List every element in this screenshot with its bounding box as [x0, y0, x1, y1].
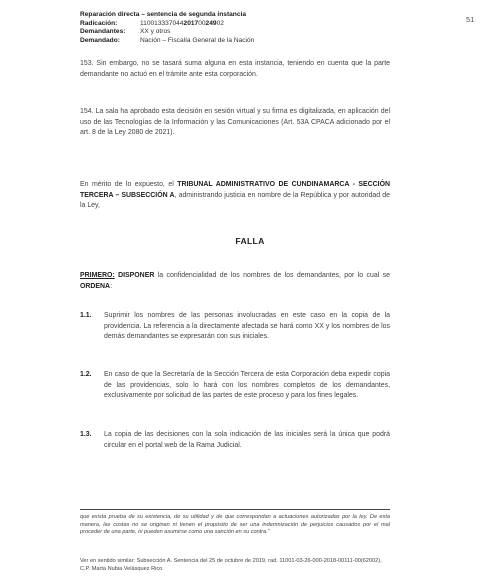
- merito-closing: , administrando justicia en nombre de la República y por autoridad de la Ley,: [80, 191, 390, 210]
- radicacion-part: 02: [216, 19, 224, 27]
- radicacion-year: 2017: [183, 19, 199, 27]
- paragraph-154: 154. La sala ha aprobado esta decisión en sesión virtual y su firma es digitalizada, en aplicación del uso de las Tecnologías de la Información y las Comunicaciones (Art. 53A CPACA adicionado por el art. 8 de la Ley 2080 de 2021).: [80, 108, 390, 137]
- header-title: Reparación directa – sentencia de segunda instancia: [80, 11, 247, 18]
- page-number: 51: [466, 15, 475, 24]
- footnote-reference: Ver en sentido similar: Subsección A. Sentencia del 25 de octubre de 2019, rad. 11001-03-26-000-2018-00111-00(62002), C.P. Marta Nubia Velásquez Rico.: [80, 558, 382, 572]
- demandado-value: Nación – Fiscalía General de la Nación: [140, 36, 255, 44]
- paragraph-merito: [80, 180, 390, 212]
- item-text: En caso de que la Secretaría de la Sección Tercera de esta Corporación deba expedir copia de las providencias, solo lo hará con los nombres completos de los demandantes, exclusivamente por solicitud de las partes de este proceso y para los fines legales.: [104, 371, 390, 400]
- tribunal-name: TRIBUNAL ADMINISTRATIVO DE CUNDINAMARCA - SECCIÓN TERCERA – SUBSECCIÓN A: [80, 181, 390, 199]
- header-demandado: [80, 37, 410, 46]
- primero-verb: DISPONER: [118, 272, 155, 279]
- primero-label: PRIMERO:: [80, 272, 115, 279]
- header-radicacion: [80, 20, 410, 29]
- demandantes-label: Demandantes:: [80, 28, 126, 36]
- primero-paragraph: [80, 271, 390, 292]
- footnote-divider: [80, 509, 390, 510]
- radicacion-part: 00: [198, 19, 206, 27]
- demandado-label: Demandado:: [80, 36, 120, 44]
- radicacion-number: 249: [205, 19, 217, 27]
- demandantes-value: XX y otros: [140, 28, 171, 36]
- radicacion-part: 110013337044: [140, 19, 184, 27]
- paragraph-153: 153. Sin embargo, no se tasará suma alguna en esta instancia, teniendo en cuenta que la parte demandante no actuó en el trámite ante esta corporación.: [80, 60, 390, 78]
- ordinal-item: [80, 370, 390, 402]
- document-header: [80, 11, 410, 45]
- primero-ordena: ORDENA: [80, 282, 111, 290]
- item-number: 1.1.: [80, 312, 92, 319]
- ordinal-item: [80, 430, 390, 451]
- item-number: 1.2.: [80, 371, 92, 378]
- primero-end: :: [110, 282, 113, 290]
- ordinal-item: [80, 311, 390, 343]
- radicacion-value: [140, 20, 224, 29]
- primero-text: la confidencialidad de los nombres de los demandantes, por lo cual se: [154, 272, 390, 279]
- radicacion-label: Radicación:: [80, 19, 118, 27]
- falla-heading: FALLA: [235, 236, 265, 246]
- header-demandantes: [80, 28, 410, 37]
- item-number: 1.3.: [80, 431, 92, 438]
- merito-intro: En mérito de lo expuesto, el: [80, 181, 178, 188]
- item-text: Suprimir los nombres de las personas involucradas en este caso en la copia de la providencia. La referencia a la directamente afectada se hará como XX y los nombres de los demás demandantes se expresarán con sus iniciales.: [104, 312, 390, 341]
- item-text: La copia de las decisiones con la sola indicación de las iniciales será la única que podrá circular en el portal web de la Rama Judicial.: [104, 431, 390, 449]
- footnote-quote: que exista prueba de su existencia, de su utilidad y de que correspondan a actuaciones autorizadas por la ley. De esta manera, las costas no se originan ni tienen el propósito de ser una indemnización de perjuicios causados por el mal proceder de una parte, ni pueden asumirse como una sanción en su contra.”: [80, 514, 390, 536]
